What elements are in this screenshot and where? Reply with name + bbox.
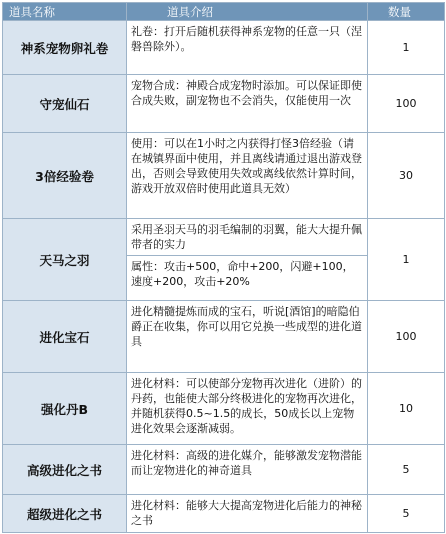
table-row [3,445,445,495]
item-table [2,2,445,533]
description-text: 进化材料：可以使部分宠物再次进化（进阶）的丹药，也能使大部分终极进化的宠物再次进化，并随机获得0.5~1.5的成长，50成长以上宠物进化效果会逐渐减弱。 [131,377,362,435]
item-quantity: 10 [368,373,445,445]
item-name: 神系宠物卵礼卷 [3,21,127,75]
item-description [127,301,368,373]
description-text: 进化材料：高级的进化媒介，能够激发宠物潜能而让宠物进化的神奇道具 [131,449,362,477]
item-name: 守宠仙石 [3,75,127,133]
item-description [127,373,368,445]
description-text: 进化材料：能够大大提高宠物进化后能力的神秘之书 [131,499,362,527]
table-row [3,373,445,445]
header-item-description: 道具介绍 [127,3,368,21]
item-description [127,133,368,219]
table-row [3,133,445,219]
item-quantity: 1 [368,21,445,75]
item-quantity: 100 [368,301,445,373]
item-description [127,21,368,75]
item-quantity: 30 [368,133,445,219]
header-item-name: 道具名称 [3,3,127,21]
table-row [3,301,445,373]
item-description [127,495,368,533]
table-row [3,75,445,133]
item-description [127,445,368,495]
description-text: 宠物合成：神殿合成宠物时添加。可以保证即使合成失败，副宠物也不会消失，仅能使用一次 [131,79,362,107]
table-row [3,495,445,533]
description-text: 采用圣羽天马的羽毛编制的羽翼，能大大提升佩带者的实力 [131,223,362,251]
item-quantity: 100 [368,75,445,133]
item-table-container [2,2,444,532]
item-name: 强化丹B [3,373,127,445]
table-header-row [3,3,445,21]
item-name: 超级进化之书 [3,495,127,533]
item-quantity: 1 [368,219,445,301]
item-name: 进化宝石 [3,301,127,373]
item-quantity: 5 [368,445,445,495]
header-quantity: 数量 [368,3,445,21]
item-name: 天马之羽 [3,219,127,301]
item-name: 高级进化之书 [3,445,127,495]
item-quantity: 5 [368,495,445,533]
table-row [3,219,445,301]
item-attributes-text: 属性：攻击+500，命中+200，闪避+100，速度+200，攻击+20% [127,255,367,292]
item-description [127,75,368,133]
description-text: 使用：可以在1小时之内获得打怪3倍经验（请在城镇界面中使用，并且离线请通过退出游戏登出，否则会导致使用失效或离线依然计算时间，游戏开放双倍时使用此道具无效） [131,137,362,195]
item-description [127,219,368,301]
description-text: 礼卷：打开后随机获得神系宠物的任意一只（涅磐兽除外）。 [131,25,362,53]
table-row [3,21,445,75]
item-name: 3倍经验卷 [3,133,127,219]
description-text: 进化精髓提炼而成的宝石，听说[酒馆]的暗隐伯爵正在收集，你可以用它兑换一些成型的进化道具 [131,305,362,348]
